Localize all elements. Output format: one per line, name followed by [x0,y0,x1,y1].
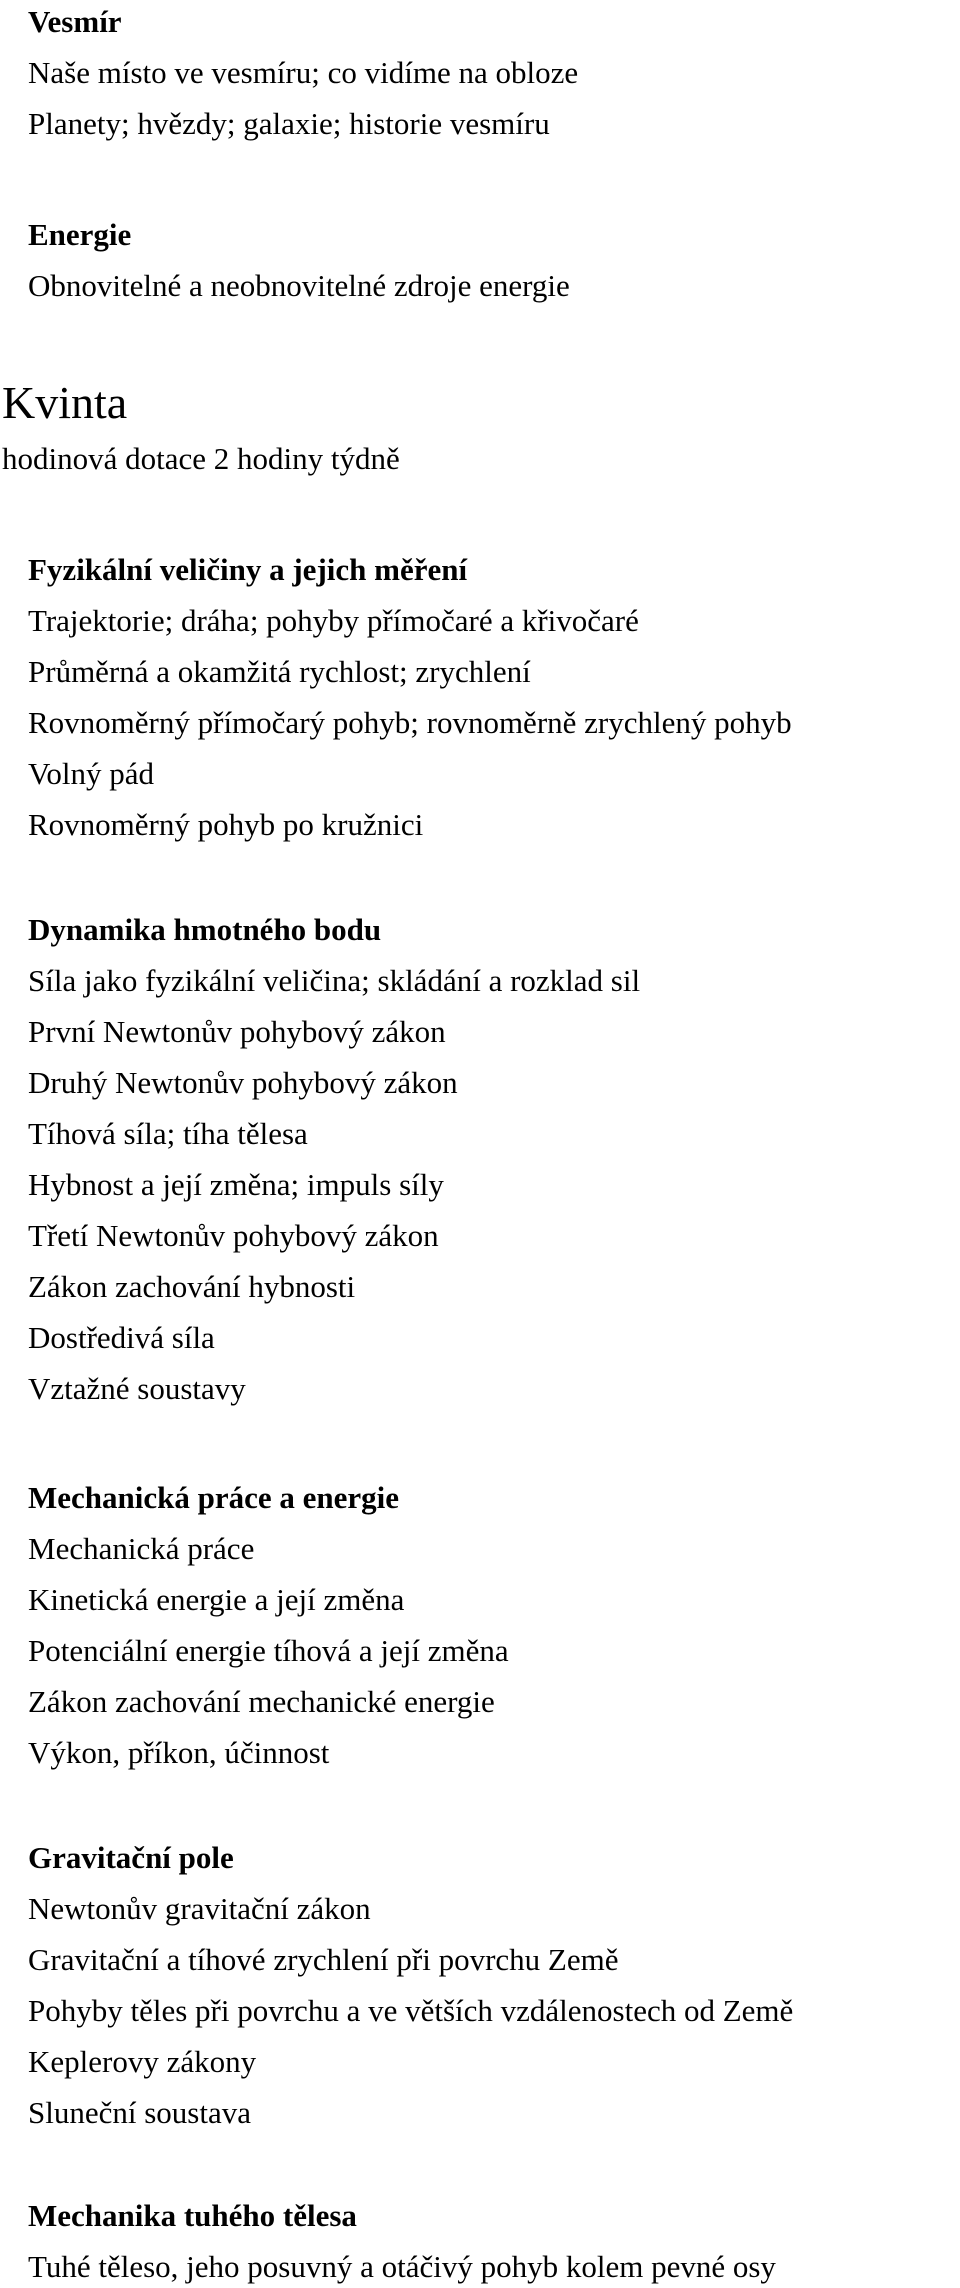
list-item: Naše místo ve vesmíru; co vidíme na obloze [28,55,579,90]
list-item: Průměrná a okamžitá rychlost; zrychlení [28,654,531,689]
section-heading: Vesmír [28,4,122,39]
grade-header [2,373,952,484]
list-item: Mechanická práce [28,1531,255,1566]
section-dynamika [28,904,953,1414]
section-heading: Gravitační pole [28,1840,234,1875]
list-item: Newtonův gravitační zákon [28,1891,371,1926]
list-item: Sluneční soustava [28,2095,251,2130]
section-mechanika-tuheho-telesa [28,2190,953,2288]
section-mechanicka-prace [28,1472,953,1778]
section-heading: Dynamika hmotného bodu [28,912,382,947]
section-gravitacni-pole [28,1832,953,2138]
list-item: Dostředivá síla [28,1320,215,1355]
list-item: Potenciální energie tíhová a její změna [28,1633,509,1668]
section-heading: Energie [28,217,132,252]
list-item: Výkon, příkon, účinnost [28,1735,330,1770]
list-item: Hybnost a její změna; impuls síly [28,1167,444,1202]
section-heading: Mechanická práce a energie [28,1480,400,1515]
list-item: Tuhé těleso, jeho posuvný a otáčivý pohyb kolem pevné osy [28,2249,776,2284]
list-item: Síla jako fyzikální veličina; skládání a rozklad sil [28,963,641,998]
list-item: Keplerovy zákony [28,2044,257,2079]
list-item: Druhý Newtonův pohybový zákon [28,1065,458,1100]
list-item: Rovnoměrný přímočarý pohyb; rovnoměrně zrychlený pohyb [28,705,792,740]
grade-subtitle: hodinová dotace 2 hodiny týdně [2,441,400,476]
list-item: Obnovitelné a neobnovitelné zdroje energie [28,268,570,303]
grade-title: Kvinta [2,377,128,428]
list-item: Planety; hvězdy; galaxie; historie vesmíru [28,106,550,141]
list-item: Trajektorie; dráha; pohyby přímočaré a křivočaré [28,603,639,638]
list-item: Třetí Newtonův pohybový zákon [28,1218,439,1253]
list-item: Pohyby těles při povrchu a ve větších vzdálenostech od Země [28,1993,794,2028]
section-fyzikalni-veliciny [28,544,953,850]
section-energie [28,209,953,311]
list-item: Rovnoměrný pohyb po kružnici [28,807,424,842]
list-item: Vztažné soustavy [28,1371,246,1406]
section-heading: Mechanika tuhého tělesa [28,2198,357,2233]
list-item: Volný pád [28,756,155,791]
list-item: Zákon zachování mechanické energie [28,1684,495,1719]
list-item: Kinetická energie a její změna [28,1582,405,1617]
list-item: Zákon zachování hybnosti [28,1269,356,1304]
list-item: Tíhová síla; tíha tělesa [28,1116,308,1151]
list-item: První Newtonův pohybový zákon [28,1014,446,1049]
list-item: Gravitační a tíhové zrychlení při povrchu Země [28,1942,619,1977]
section-heading: Fyzikální veličiny a jejich měření [28,552,468,587]
section-vesmir [28,0,953,149]
